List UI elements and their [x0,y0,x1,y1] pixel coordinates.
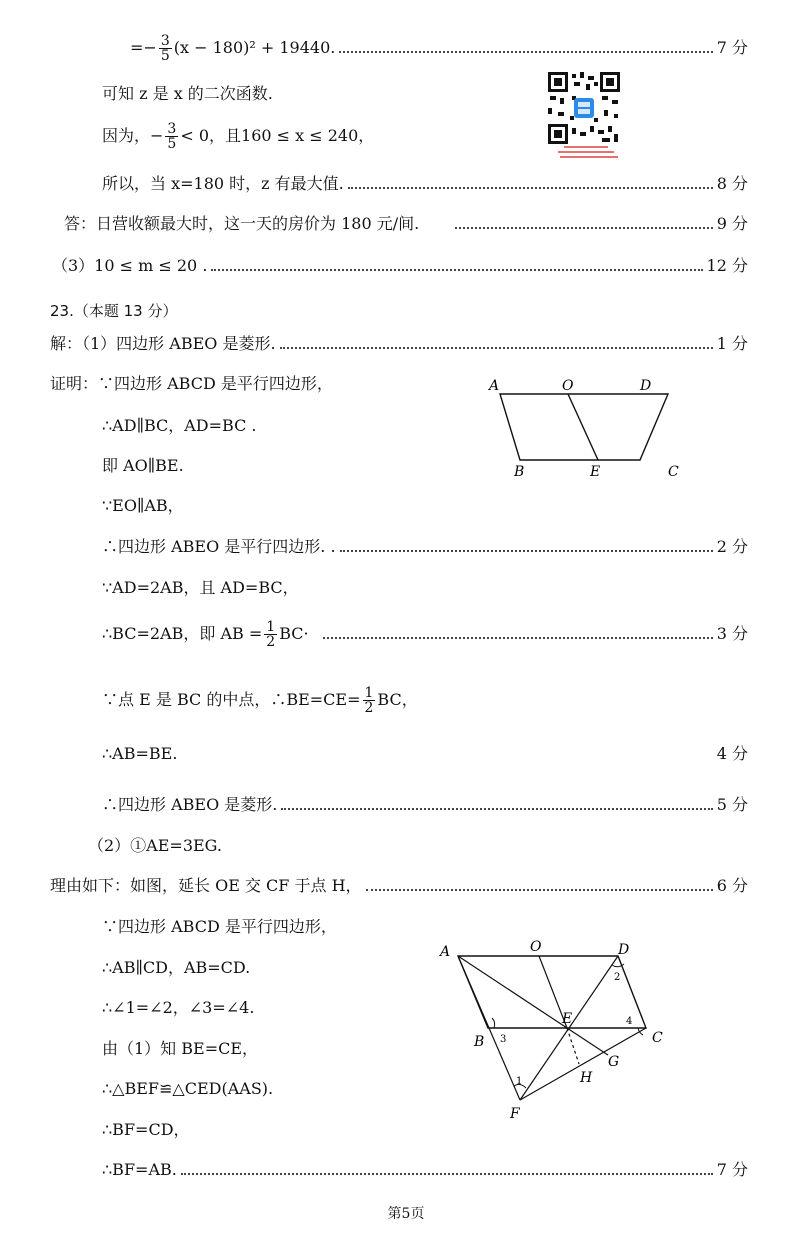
score: 2 分 [716,537,748,556]
fraction: $\frac{3}{5}$ [167,120,177,152]
leader-dots [181,757,712,759]
question-heading: 23.（本题 13 分） [50,302,178,320]
text-line-9: 证明：∵四边形 ABCD 是平行四边形， [50,374,333,393]
label-e: E [590,464,601,480]
segment-ae [458,956,567,1028]
text-line-16: ∵点 E 是 BC 的中点，∴BE=CE= $\frac{1}{2}$ BC， [102,684,418,716]
score: 12 分 [706,256,748,275]
text-line-27: ∴BF=AB. 7 分 [102,1158,748,1182]
angle-mark-3 [492,1018,495,1028]
text-line-26: ∴BF=CD， [102,1120,190,1139]
formula-line-1: =− $\frac{3}{5}$ (x − 180)² + 19440. 7 分 [130,32,748,64]
score: 8 分 [716,174,748,193]
leader-dots [281,808,712,810]
segment-oe [568,394,598,460]
qr-code [546,70,622,146]
label-e: E [562,1011,573,1027]
fraction: $\frac{1}{2}$ [364,684,374,716]
score: 7 分 [716,1160,748,1179]
score: 1 分 [716,334,748,353]
score: 4 分 [716,744,748,763]
label-o: O [530,939,542,955]
fraction: $\frac{1}{2}$ [266,618,276,650]
angle-label-3: 3 [500,1034,507,1045]
label-b: B [514,464,525,480]
text-line-20: 理由如下：如图，延长 OE 交 CF 于点 H， 6 分 [50,874,748,898]
text-line-2: 可知 z 是 x 的二次函数. [102,84,273,103]
text-line-14: ∵AD=2AB，且 AD=BC， [102,578,299,597]
fraction: $\frac{3}{5}$ [160,32,170,64]
angle-label-4: 4 [626,1016,633,1027]
label-c: C [652,1030,663,1046]
score: 9 分 [716,214,748,233]
text-line-15: ∴BC=2AB，即 AB = $\frac{1}{2}$ BC· 3 分 [102,618,748,650]
segment-eg [567,1028,608,1055]
score: 5 分 [716,795,748,814]
text-line-11: 即 AO∥BE. [102,456,184,475]
leader-dots [280,347,713,349]
text-line-17: ∴AB=BE. 4 分 [102,742,748,766]
text-line-22: ∴AB∥CD，AB=CD. [102,958,251,977]
label-d: D [640,378,652,394]
qr-caption-icon [552,144,632,160]
leader-dots [348,187,713,189]
page-number: 第5页 [387,1206,425,1222]
text-line-21: ∵四边形 ABCD 是平行四边形， [102,917,337,936]
leader-dots [339,51,712,53]
text-line-5: 答：日营收额最大时，这一天的房价为 180 元/间. 9 分 [64,212,748,236]
text-line-18: ∴四边形 ABEO 是菱形. 5 分 [102,793,748,817]
angle-label-2: 2 [614,972,621,983]
label-h: H [580,1070,593,1086]
label-o: O [562,378,574,394]
text-line-4: 所以，当 x=180 时，z 有最大值. 8 分 [102,172,748,196]
segment-eh-dashed [567,1028,579,1064]
label-c: C [668,464,679,480]
leader-dots [211,269,702,271]
text-line-13: ∴四边形 ABEO 是平行四边形. . 2 分 [102,535,748,559]
leader-dots [455,227,713,229]
label-d: D [618,942,630,958]
leader-dots [323,637,713,639]
leader-dots [181,1173,713,1175]
qr-code-icon [546,70,622,146]
score: 7 分 [716,38,748,57]
parallelogram-figure-1 [480,372,690,484]
parallelogram-abcd [500,394,668,460]
score: 6 分 [716,876,748,895]
leader-dots [340,550,713,552]
text-line-25: ∴△BEF≌△CED(AAS). [102,1079,274,1098]
leader-dots [366,889,713,891]
text-line-8: 解：（1）四边形 ABEO 是菱形. 1 分 [50,332,748,356]
score: 3 分 [716,624,748,643]
text-line-12: ∵EO∥AB， [102,496,184,515]
text-line-23: ∴∠1=∠2，∠3=∠4. [102,998,255,1017]
label-b: B [474,1034,485,1050]
label-a: A [489,378,500,394]
text-line-3: 因为，− $\frac{3}{5}$ < 0，且160 ≤ x ≤ 240， [102,120,375,152]
label-a: A [440,944,451,960]
parallelogram-figure-2 [436,936,672,1122]
angle-label-1: 1 [516,1076,523,1087]
text-line-10: ∴AD∥BC，AD=BC . [102,416,257,435]
label-g: G [608,1054,620,1070]
label-f: F [510,1106,520,1122]
text-line-19: （2）①AE=3EG. [88,836,222,855]
text-line-6: （3）10 ≤ m ≤ 20 . 12 分 [52,254,748,278]
text-line-24: 由（1）知 BE=CE， [102,1039,259,1058]
